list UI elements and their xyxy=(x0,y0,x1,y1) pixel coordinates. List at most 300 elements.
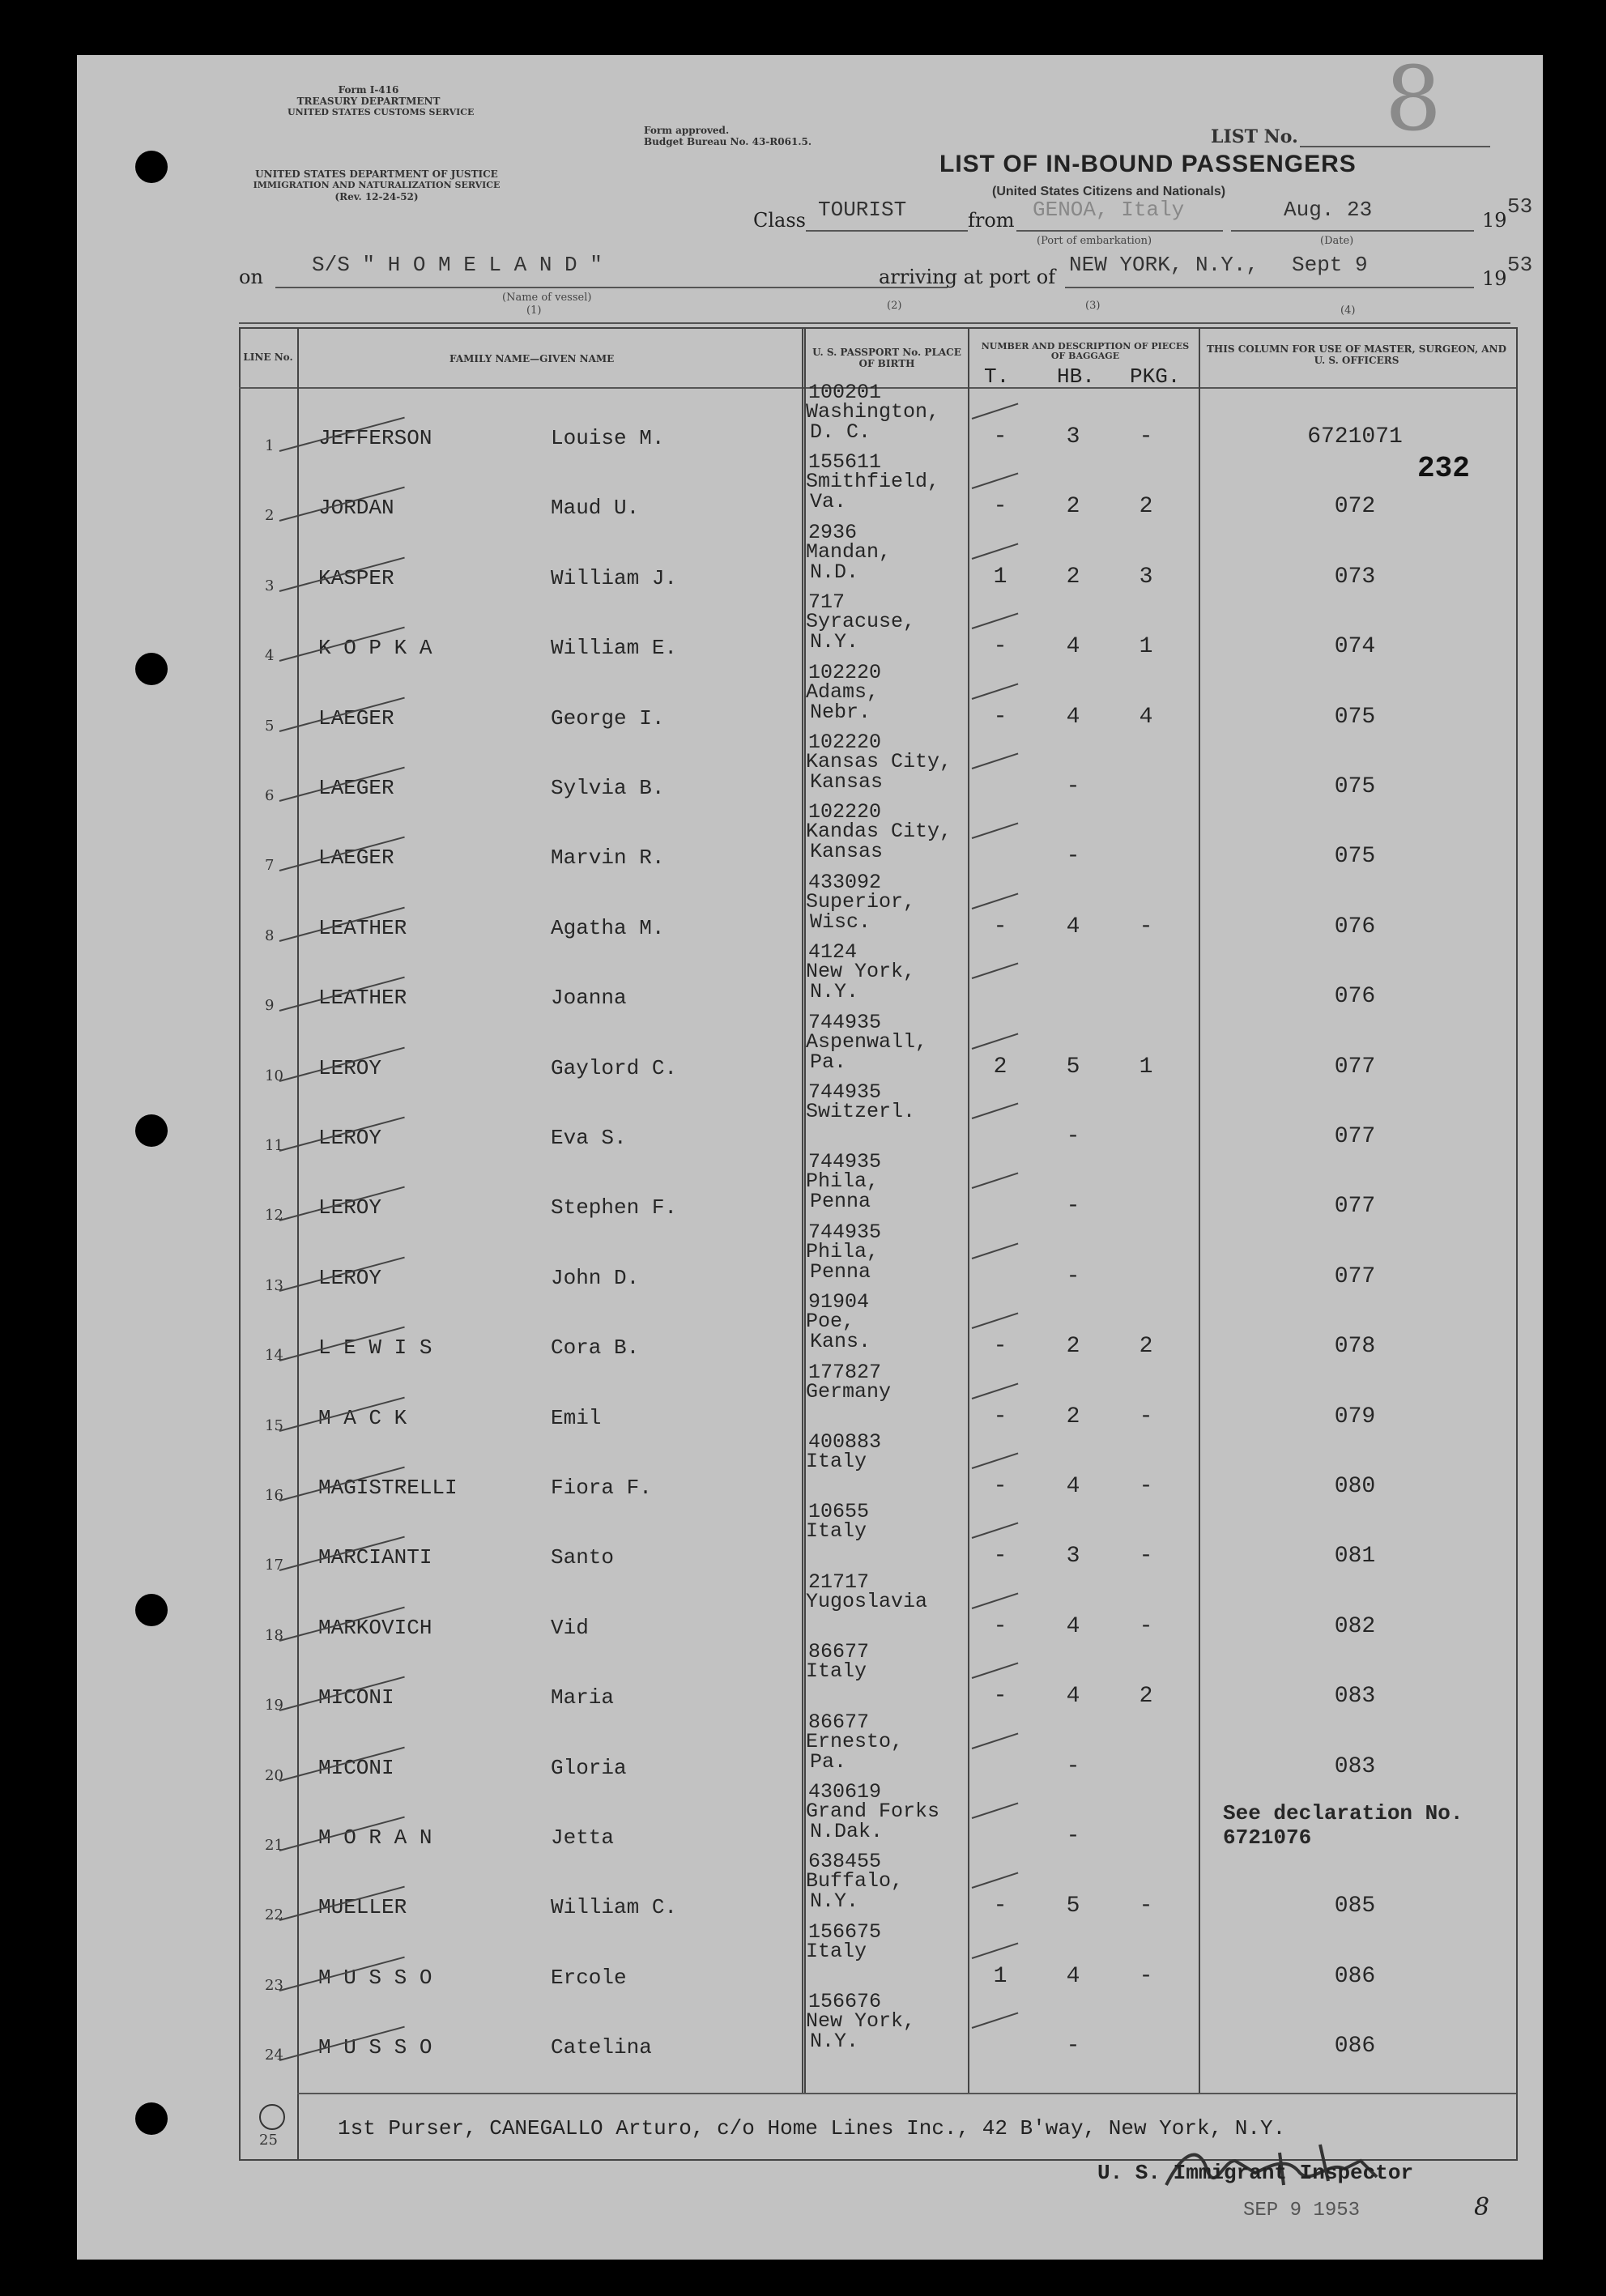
passport-number: 744935 xyxy=(808,1220,882,1244)
justice-dept: UNITED STATES DEPARTMENT OF JUSTICE xyxy=(255,168,498,180)
budget-bureau: Budget Bureau No. 43-R061.5. xyxy=(644,136,812,147)
birth-place: Mandan, xyxy=(806,539,892,564)
officer-entry: 077 xyxy=(1334,1263,1376,1289)
check-mark xyxy=(972,2013,1019,2029)
baggage-handbags: 4 xyxy=(1066,1963,1080,1989)
passport-number: 4124 xyxy=(808,940,858,965)
birth-place-line2: D. C. xyxy=(810,420,871,444)
baggage-packages: - xyxy=(1139,1544,1153,1570)
given-name: Maria xyxy=(551,1685,615,1710)
family-name: JEFFERSON xyxy=(318,426,432,450)
birth-place: Phila, xyxy=(806,1239,880,1263)
birth-place: Syracuse, xyxy=(806,610,916,634)
given-name: Marvin R. xyxy=(551,846,665,871)
birth-place: Grand Forks xyxy=(806,1800,940,1823)
date-stamp: SEP 9 1953 xyxy=(1243,2200,1361,2221)
check-mark xyxy=(972,473,1019,489)
baggage-trunks: - xyxy=(993,704,1007,730)
baggage-handbags: - xyxy=(1066,844,1080,870)
col-header-bag-t: T. xyxy=(984,364,1010,389)
arrival-year-prefix: 19 xyxy=(1482,267,1507,290)
baggage-handbags: 2 xyxy=(1066,564,1080,590)
officer-entry: 083 xyxy=(1334,1684,1376,1710)
family-name: M O R A N xyxy=(318,1825,432,1850)
check-mark xyxy=(972,1173,1019,1189)
given-name: Vid xyxy=(551,1615,589,1640)
birth-place-line2: N.Y. xyxy=(810,1889,859,1914)
family-name: LEROY xyxy=(318,1195,382,1220)
col-header-line-no: LINE No. xyxy=(243,351,293,363)
check-mark xyxy=(972,1732,1019,1749)
given-name: Santo xyxy=(551,1545,615,1570)
family-name: LAEGER xyxy=(318,705,394,731)
family-name: LEROY xyxy=(318,1126,382,1150)
line-number: 8 xyxy=(265,926,275,944)
officer-entry: 076 xyxy=(1334,984,1376,1010)
baggage-trunks: - xyxy=(993,1334,1007,1360)
check-mark xyxy=(972,1872,1019,1889)
birth-place: Italy xyxy=(806,1659,867,1684)
given-name: William C. xyxy=(551,1895,678,1920)
officer-entry: 078 xyxy=(1334,1334,1376,1360)
check-mark xyxy=(972,1453,1019,1469)
check-mark xyxy=(972,403,1019,420)
row-25-top-rule xyxy=(297,2093,1516,2094)
birth-place: Ernesto, xyxy=(806,1729,904,1753)
birth-place: Buffalo, xyxy=(806,1869,904,1893)
arrival-year: 53 xyxy=(1507,253,1533,277)
officer-entry: 086 xyxy=(1334,2034,1376,2060)
customs-service: UNITED STATES CUSTOMS SERVICE xyxy=(288,107,475,117)
family-name: LEROY xyxy=(318,1265,382,1290)
officer-entry: 075 xyxy=(1334,774,1376,799)
officer-entry: 077 xyxy=(1334,1054,1376,1080)
given-name: Gloria xyxy=(551,1755,627,1780)
given-name: Sylvia B. xyxy=(551,776,665,800)
col-header-bag-hb: HB. xyxy=(1057,364,1095,389)
officer-entry: 080 xyxy=(1334,1474,1376,1499)
col-num-3: (3) xyxy=(1085,300,1101,312)
baggage-trunks: - xyxy=(993,1544,1007,1570)
birth-place: Superior, xyxy=(806,889,916,914)
given-name: Maud U. xyxy=(551,496,640,521)
baggage-handbags: 4 xyxy=(1066,704,1080,730)
baggage-trunks: - xyxy=(993,1474,1007,1499)
baggage-trunks: - xyxy=(993,914,1007,939)
date-label: (Date) xyxy=(1320,235,1354,247)
baggage-handbags: 4 xyxy=(1066,1684,1080,1710)
baggage-trunks: 1 xyxy=(993,564,1007,590)
passport-number: 744935 xyxy=(808,1010,882,1034)
baggage-trunks: 1 xyxy=(993,1963,1007,1989)
baggage-handbags: 2 xyxy=(1066,1404,1080,1429)
page-mark: 8 xyxy=(1474,2193,1490,2221)
passport-number: 744935 xyxy=(808,1080,882,1104)
birth-place: Yugoslavia xyxy=(806,1589,928,1613)
baggage-trunks: - xyxy=(993,1404,1007,1429)
birth-place-line2: Penna xyxy=(810,1190,871,1214)
punch-hole xyxy=(135,2102,168,2135)
officer-entry: 079 xyxy=(1334,1404,1376,1429)
check-mark xyxy=(972,1942,1019,1958)
check-mark xyxy=(972,823,1019,839)
justice-block xyxy=(239,168,514,202)
birth-place-line2: Kansas xyxy=(810,840,884,864)
baggage-handbags: 4 xyxy=(1066,634,1080,660)
given-name: William E. xyxy=(551,636,678,661)
given-name: George I. xyxy=(551,705,665,731)
family-name: LAEGER xyxy=(318,776,394,800)
baggage-handbags: - xyxy=(1066,2034,1080,2060)
baggage-handbags: 5 xyxy=(1066,1893,1080,1919)
officer-entry: 077 xyxy=(1334,1124,1376,1149)
baggage-handbags: 3 xyxy=(1066,1544,1080,1570)
passport-number: 2936 xyxy=(808,520,858,544)
birth-place: Italy xyxy=(806,1939,867,1963)
family-name: MUELLER xyxy=(318,1895,407,1920)
birth-place: New York, xyxy=(806,960,916,984)
treasury-dept: TREASURY DEPARTMENT xyxy=(296,96,441,107)
family-name: LAEGER xyxy=(318,846,394,871)
ins-service: IMMIGRATION AND NATURALIZATION SERVICE xyxy=(253,180,501,190)
baggage-packages: - xyxy=(1139,1404,1153,1429)
line-number: 22 xyxy=(265,1906,283,1924)
check-mark xyxy=(972,1523,1019,1539)
family-name: MAGISTRELLI xyxy=(318,1476,458,1500)
baggage-trunks: - xyxy=(993,1613,1007,1639)
page-total: 232 xyxy=(1417,452,1470,485)
birth-place-line2: Pa. xyxy=(810,1749,847,1774)
col-num-1: (1) xyxy=(526,305,542,317)
passport-number: 102220 xyxy=(808,800,882,824)
baggage-handbags: 4 xyxy=(1066,1613,1080,1639)
passport-number: 86677 xyxy=(808,1710,870,1734)
line-number: 7 xyxy=(265,857,275,875)
birth-place-line2: Va. xyxy=(810,490,847,514)
birth-place: New York, xyxy=(806,2009,916,2034)
class-value: TOURIST xyxy=(818,198,907,222)
check-mark xyxy=(972,1103,1019,1119)
passport-number: 744935 xyxy=(808,1150,882,1174)
baggage-packages: - xyxy=(1139,914,1153,939)
check-mark xyxy=(972,892,1019,909)
line-number: 18 xyxy=(265,1626,283,1644)
form-header-block xyxy=(288,84,475,118)
family-name: JORDAN xyxy=(318,496,394,521)
family-name: MARKOVICH xyxy=(318,1615,432,1640)
form-approved: Form approved. xyxy=(644,125,730,136)
baggage-trunks: - xyxy=(993,494,1007,520)
baggage-trunks: - xyxy=(993,634,1007,660)
col-num-2: (2) xyxy=(887,300,902,312)
birth-place-line2: Wisc. xyxy=(810,909,871,934)
given-name: Emil xyxy=(551,1405,602,1430)
given-name: Catelina xyxy=(551,2035,652,2060)
family-name: M U S S O xyxy=(318,1965,432,1990)
check-mark xyxy=(972,1033,1019,1049)
arriving-label: arriving at port of xyxy=(879,266,1056,288)
check-mark xyxy=(972,1663,1019,1679)
check-mark xyxy=(972,753,1019,769)
passport-number: 400883 xyxy=(808,1430,882,1454)
page-subtitle: (United States Citizens and Nationals) xyxy=(992,185,1226,198)
birth-place: Italy xyxy=(806,1519,867,1544)
line-number: 12 xyxy=(265,1207,283,1225)
baggage-packages: 2 xyxy=(1139,1334,1153,1360)
birth-place: Germany xyxy=(806,1379,892,1404)
birth-place: Poe, xyxy=(806,1310,855,1334)
baggage-packages: 1 xyxy=(1139,1054,1153,1080)
arrival-port: NEW YORK, N.Y., xyxy=(1069,253,1259,277)
passport-number: 177827 xyxy=(808,1360,882,1384)
baggage-packages: - xyxy=(1139,1893,1153,1919)
line-number: 1 xyxy=(265,437,275,454)
officer-entry: 075 xyxy=(1334,844,1376,870)
line-number: 21 xyxy=(265,1837,283,1854)
family-name: LEATHER xyxy=(318,915,407,940)
baggage-trunks: 2 xyxy=(993,1054,1007,1080)
passport-number: 638455 xyxy=(808,1850,882,1874)
birth-place-line2: N.D. xyxy=(810,560,859,584)
table-row xyxy=(77,1990,1543,2072)
given-name: Ercole xyxy=(551,1965,627,1990)
check-mark xyxy=(972,1592,1019,1608)
from-value: GENOA, Italy xyxy=(1033,198,1185,222)
given-name: Stephen F. xyxy=(551,1195,678,1220)
birth-place-line2: N.Y. xyxy=(810,630,859,654)
col-header-bag-pkg: PKG. xyxy=(1130,364,1181,389)
birth-place-line2: Nebr. xyxy=(810,700,871,724)
given-name: Eva S. xyxy=(551,1126,627,1150)
line-number: 16 xyxy=(265,1487,283,1504)
baggage-handbags: - xyxy=(1066,1124,1080,1149)
given-name: John D. xyxy=(551,1265,640,1290)
passport-number: 430619 xyxy=(808,1780,882,1804)
line-number: 5 xyxy=(265,717,275,735)
birth-place-line2: Pa. xyxy=(810,1050,847,1074)
given-name: Jetta xyxy=(551,1825,615,1850)
family-name: MARCIANTI xyxy=(318,1545,432,1570)
passport-number: 91904 xyxy=(808,1290,870,1314)
baggage-trunks: - xyxy=(993,1684,1007,1710)
passport-number: 10655 xyxy=(808,1500,870,1524)
family-name: M U S S O xyxy=(318,2035,432,2060)
manifest-page xyxy=(77,47,1543,2260)
officer-entry: 086 xyxy=(1334,1963,1376,1989)
birth-place-line2: Penna xyxy=(810,1259,871,1284)
page-title: LIST OF IN-BOUND PASSENGERS xyxy=(939,151,1357,177)
birth-place-line2: N.Y. xyxy=(810,980,859,1004)
vessel-label: (Name of vessel) xyxy=(502,292,592,304)
check-mark xyxy=(972,683,1019,699)
baggage-packages: - xyxy=(1139,1613,1153,1639)
baggage-trunks: - xyxy=(993,1893,1007,1919)
check-mark xyxy=(972,1803,1019,1819)
purser-line: 1st Purser, CANEGALLO Arturo, c/o Home Lines Inc., 42 B'way, New York, N.Y. xyxy=(338,2116,1286,2141)
line-number: 15 xyxy=(265,1416,283,1434)
vessel-name: S/S " H O M E L A N D " xyxy=(312,253,603,277)
birth-place: Kansas City, xyxy=(806,750,952,773)
baggage-packages: 4 xyxy=(1139,704,1153,730)
given-name: Agatha M. xyxy=(551,915,665,940)
col-header-name: FAMILY NAME—GIVEN NAME xyxy=(449,353,615,364)
passport-number: 433092 xyxy=(808,870,882,894)
punch-hole xyxy=(135,151,168,183)
col-header-officers: THIS COLUMN FOR USE OF MASTER, SURGEON, AND U. S. OFFICERS xyxy=(1207,343,1506,366)
form-number: Form I-416 xyxy=(338,84,399,96)
officer-entry: See declaration No. 6721076 xyxy=(1223,1801,1463,1850)
line-number: 6 xyxy=(265,787,275,804)
passport-number: 86677 xyxy=(808,1640,870,1664)
birth-place: Italy xyxy=(806,1450,867,1473)
col-header-baggage: NUMBER AND DESCRIPTION OF PIECES OF BAGGAGE xyxy=(981,341,1190,361)
vessel-underline xyxy=(275,287,948,288)
port-embark-label: (Port of embarkation) xyxy=(1037,235,1152,247)
check-mark xyxy=(972,963,1019,979)
passport-number: 156675 xyxy=(808,1919,882,1944)
passport-number: 155611 xyxy=(808,450,882,475)
from-label: from xyxy=(968,209,1015,232)
baggage-packages: 2 xyxy=(1139,494,1153,520)
check-mark xyxy=(972,1382,1019,1399)
baggage-trunks: - xyxy=(993,424,1007,449)
baggage-packages: 3 xyxy=(1139,564,1153,590)
line-number-25: 25 xyxy=(259,2132,278,2149)
from-year-prefix: 19 xyxy=(1482,209,1507,232)
officer-entry: 083 xyxy=(1334,1753,1376,1779)
check-mark xyxy=(972,1242,1019,1259)
family-name: M A C K xyxy=(318,1405,407,1430)
baggage-handbags: - xyxy=(1066,1753,1080,1779)
passport-number: 102220 xyxy=(808,731,882,754)
birth-place-line2: Kansas xyxy=(810,770,884,794)
on-label: on xyxy=(239,266,263,288)
given-name: Gaylord C. xyxy=(551,1055,678,1080)
family-name: MICONI xyxy=(318,1755,394,1780)
birth-place-line2: N.Dak. xyxy=(810,1820,884,1843)
line-number: 20 xyxy=(265,1766,283,1784)
check-mark xyxy=(972,613,1019,629)
given-name: Louise M. xyxy=(551,426,665,450)
birth-place: Switzerl. xyxy=(806,1100,916,1123)
officer-entry: 076 xyxy=(1334,914,1376,939)
given-name: William J. xyxy=(551,565,678,590)
baggage-packages: 2 xyxy=(1139,1684,1153,1710)
baggage-handbags: - xyxy=(1066,1194,1080,1220)
baggage-handbags: 5 xyxy=(1066,1054,1080,1080)
arrival-underline xyxy=(1065,287,1474,288)
officer-entry: 082 xyxy=(1334,1613,1376,1639)
officer-entry: 6721071 xyxy=(1307,424,1403,449)
birth-place: Phila, xyxy=(806,1169,880,1194)
from-year: 53 xyxy=(1507,194,1533,219)
officer-entry: 073 xyxy=(1334,564,1376,590)
list-number xyxy=(1211,126,1298,147)
officer-entry: 081 xyxy=(1334,1544,1376,1570)
baggage-packages: - xyxy=(1139,1963,1153,1989)
baggage-handbags: - xyxy=(1066,1824,1080,1849)
table-top-rule xyxy=(239,322,1510,324)
baggage-packages: - xyxy=(1139,1474,1153,1499)
passport-number: 717 xyxy=(808,590,846,615)
family-name: LEROY xyxy=(318,1055,382,1080)
birth-place-line2: N.Y. xyxy=(810,2030,859,2054)
col-header-passport: U. S. PASSPORT No. PLACE OF BIRTH xyxy=(812,347,961,369)
baggage-handbags: 2 xyxy=(1066,494,1080,520)
family-name: L E W I S xyxy=(318,1335,432,1361)
passport-number: 156676 xyxy=(808,1990,882,2014)
birth-place: Kandas City, xyxy=(806,820,952,844)
passport-number: 21717 xyxy=(808,1570,870,1594)
line-number: 17 xyxy=(265,1557,283,1574)
baggage-packages: 1 xyxy=(1139,634,1153,660)
line-number: 10 xyxy=(265,1067,283,1084)
officer-entry: 075 xyxy=(1334,704,1376,730)
from-underline xyxy=(1016,230,1223,232)
baggage-handbags: 3 xyxy=(1066,424,1080,449)
line-number: 9 xyxy=(265,997,275,1015)
baggage-handbags: - xyxy=(1066,774,1080,799)
birth-place: Aspenwall, xyxy=(806,1029,928,1054)
line-number: 14 xyxy=(265,1347,283,1365)
check-mark xyxy=(972,1313,1019,1329)
family-name: KASPER xyxy=(318,565,394,590)
passport-number: 100201 xyxy=(808,381,882,404)
baggage-packages: - xyxy=(1139,424,1153,449)
list-no-value: 8 xyxy=(1385,47,1442,151)
line-number: 19 xyxy=(265,1697,283,1715)
line-number: 3 xyxy=(265,577,275,594)
line-number: 4 xyxy=(265,647,275,665)
inspector-label: U. S. Immigrant Inspector xyxy=(1097,2161,1414,2185)
officer-entry: 074 xyxy=(1334,634,1376,660)
line-number: 23 xyxy=(265,1976,283,1994)
line-number: 24 xyxy=(265,2047,283,2064)
list-no-label: LIST No. xyxy=(1211,126,1298,147)
from-date: Aug. 23 xyxy=(1284,198,1373,222)
baggage-handbags: 4 xyxy=(1066,1474,1080,1499)
check-mark xyxy=(972,543,1019,559)
given-name: Cora B. xyxy=(551,1335,640,1361)
form-revision: (Rev. 12-24-52) xyxy=(334,191,419,202)
passport-number: 102220 xyxy=(808,660,882,684)
date-underline xyxy=(1231,230,1474,232)
officer-entry: 077 xyxy=(1334,1194,1376,1220)
baggage-handbags: - xyxy=(1066,1263,1080,1289)
class-label: Class xyxy=(753,209,806,232)
baggage-handbags: 2 xyxy=(1066,1334,1080,1360)
class-underline xyxy=(806,230,968,232)
birth-place: Washington, xyxy=(806,400,940,424)
family-name: K O P K A xyxy=(318,636,432,661)
col-num-4: (4) xyxy=(1340,305,1356,317)
officer-entry: 085 xyxy=(1334,1893,1376,1919)
circle-mark xyxy=(259,2104,285,2130)
birth-place-line2: Kans. xyxy=(810,1330,871,1354)
given-name: Joanna xyxy=(551,986,627,1011)
arrival-date: Sept 9 xyxy=(1292,253,1368,277)
line-number: 11 xyxy=(265,1137,283,1154)
approval-block xyxy=(644,125,812,147)
line-number: 2 xyxy=(265,507,275,525)
family-name: MICONI xyxy=(318,1685,394,1710)
officer-entry: 072 xyxy=(1334,494,1376,520)
birth-place: Smithfield, xyxy=(806,470,940,494)
given-name: Fiora F. xyxy=(551,1476,652,1500)
birth-place: Adams, xyxy=(806,679,880,704)
baggage-handbags: 4 xyxy=(1066,914,1080,939)
family-name: LEATHER xyxy=(318,986,407,1011)
